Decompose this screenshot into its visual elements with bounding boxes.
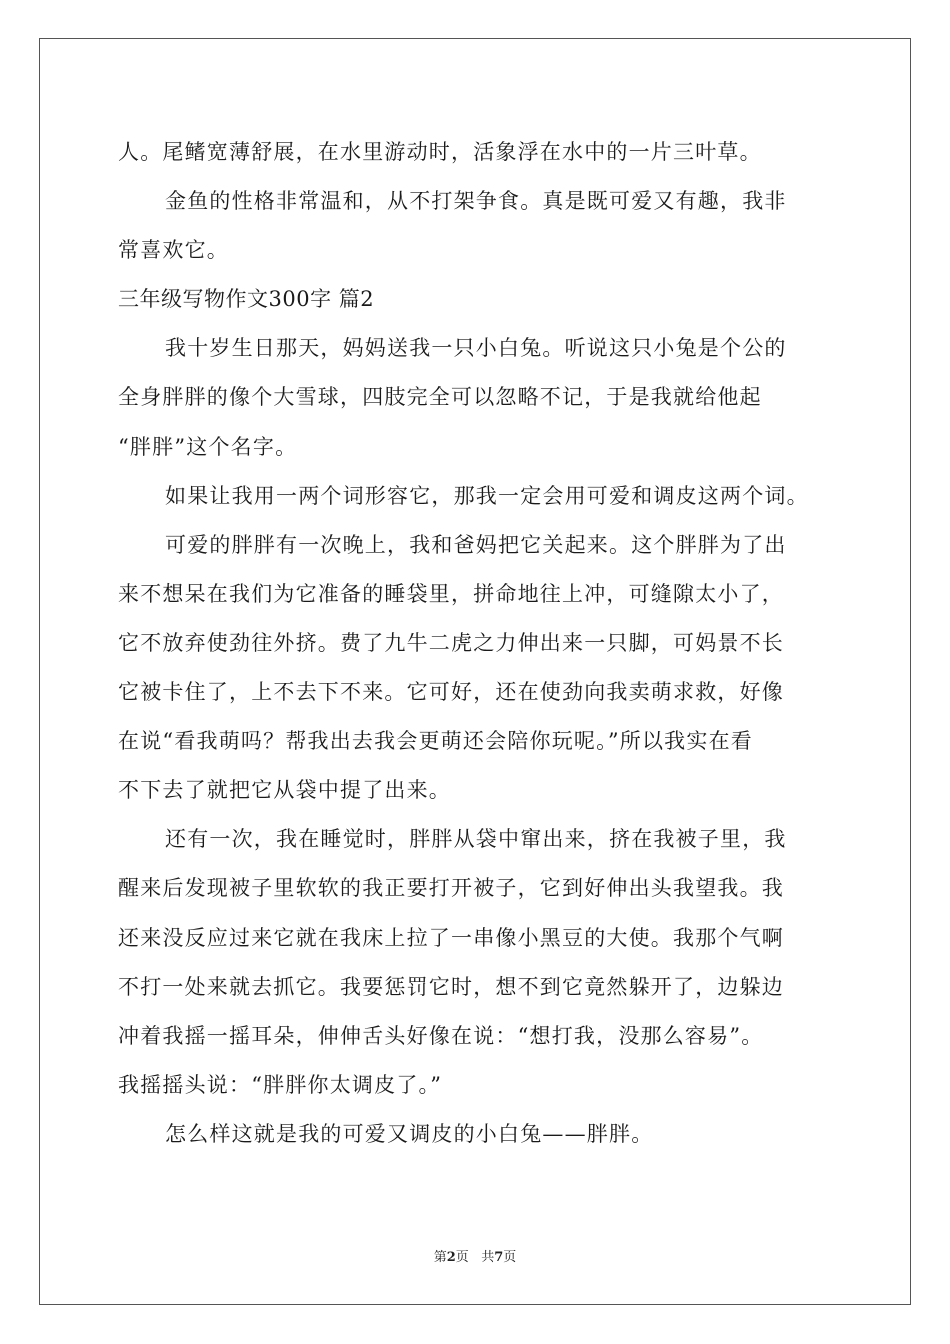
text-line-21: 怎么样这就是我的可爱又调皮的小白兔——胖胖。 bbox=[165, 1121, 654, 1146]
text-line-19: 冲着我摇一摇耳朵，伸伸舌头好像在说：“想打我，没那么容易”。 bbox=[118, 1023, 764, 1048]
text-line-8: 如果让我用一两个词形容它，那我一定会用可爱和调皮这两个词。 bbox=[165, 483, 809, 508]
text-line-9: 可爱的胖胖有一次晚上，我和爸妈把它关起来。这个胖胖为了出 bbox=[165, 532, 787, 557]
text-line-11: 它不放弃使劲往外挤。费了九牛二虎之力伸出来一只脚，可妈景不长 bbox=[118, 630, 784, 655]
total-suffix: 页 bbox=[503, 1250, 517, 1265]
text-line-18: 不打一处来就去抓它。我要惩罚它时，想不到它竟然躲开了，边躲边 bbox=[118, 974, 784, 999]
text-line-20: 我摇摇头说：“胖胖你太调皮了。” bbox=[118, 1072, 443, 1097]
text-line-12: 它被卡住了，上不去下不来。它可好，还在使劲向我卖萌求救，好像 bbox=[118, 680, 784, 705]
total-prefix: 共 bbox=[481, 1250, 495, 1265]
text-line-16: 醒来后发现被子里软软的我正要打开被子，它到好伸出头我望我。我 bbox=[118, 876, 784, 901]
page-footer bbox=[0, 1246, 950, 1265]
text-line-2: 金鱼的性格非常温和，从不打架争食。真是既可爱又有趣，我非 bbox=[165, 189, 787, 214]
document-body bbox=[118, 128, 838, 1159]
text-line-6: 全身胖胖的像个大雪球，四肢完全可以忽略不记，于是我就给他起 bbox=[118, 385, 762, 410]
page-suffix: 页 bbox=[455, 1250, 469, 1265]
text-line-13: 在说“看我萌吗？帮我出去我会更萌还会陪你玩呢。”所以我实在看 bbox=[118, 729, 753, 754]
section-heading: 三年级写物作文300字 篇2 bbox=[118, 287, 375, 312]
page-prefix: 第 bbox=[433, 1250, 447, 1265]
text-line-5: 我十岁生日那天，妈妈送我一只小白兔。听说这只小兔是个公的 bbox=[165, 336, 787, 361]
text-line-1: 人。尾鳍宽薄舒展，在水里游动时，活象浮在水中的一片三叶草。 bbox=[118, 140, 762, 164]
text-line-15: 还有一次，我在睡觉时，胖胖从袋中窜出来，挤在我被子里，我 bbox=[165, 827, 787, 852]
total-page-count: 7 bbox=[494, 1250, 504, 1265]
current-page-number: 2 bbox=[446, 1250, 456, 1265]
text-line-7: “胖胖”这个名字。 bbox=[118, 434, 298, 459]
text-line-10: 来不想呆在我们为它准备的睡袋里，拼命地往上冲，可缝隙太小了， bbox=[118, 581, 784, 606]
text-line-17: 还来没反应过来它就在我床上拉了一串像小黑豆的大使。我那个气啊 bbox=[118, 925, 784, 950]
text-line-14: 不下去了就把它从袋中提了出来。 bbox=[118, 778, 451, 803]
text-line-3: 常喜欢它。 bbox=[118, 238, 229, 263]
